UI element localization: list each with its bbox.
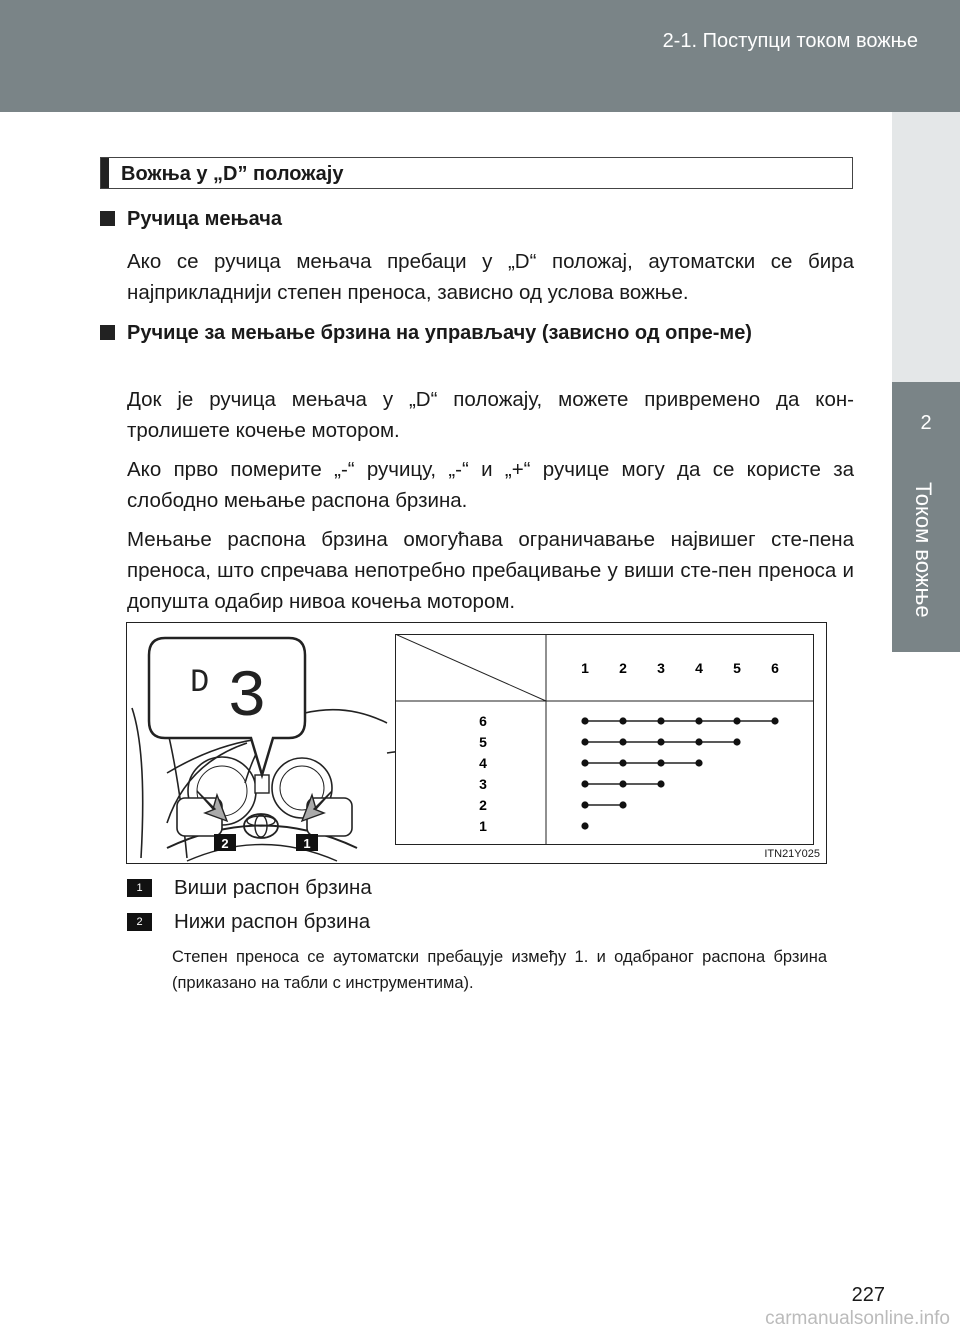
heading-shift-lever <box>100 204 860 234</box>
section-title: Вожња у „D” положају <box>121 163 344 185</box>
paragraph: Ако се ручица мењача пребаци у „D“ положај, аутоматски се бира најприкладнији степен преноса, зависно од услова вожње. <box>127 250 854 304</box>
table-row-header: 6 <box>479 713 487 729</box>
header-bar <box>0 0 960 112</box>
display-gear-digit: 3 <box>227 660 267 735</box>
square-bullet-icon <box>100 211 115 226</box>
table-row-header: 2 <box>479 797 487 813</box>
range-dot <box>581 717 588 724</box>
side-tab-spacer <box>892 112 960 382</box>
display-gear-letter: D <box>190 664 210 701</box>
table-row-header: 4 <box>479 755 487 771</box>
paragraph: Ако прво померите „-“ ручицу, „-“ и „+“ ручице могу да се користе за слободно мењање распона брзина. <box>127 458 854 512</box>
range-dot <box>733 738 740 745</box>
range-dot <box>581 822 588 829</box>
section-bar <box>101 158 109 188</box>
legend-text: Виши распон брзина <box>174 876 372 899</box>
range-dot <box>619 738 626 745</box>
range-dot <box>581 801 588 808</box>
section-title-box <box>100 157 853 189</box>
table-row-header: 5 <box>479 734 487 750</box>
range-dot <box>619 801 626 808</box>
paragraph: Док је ручица мењача у „D“ положају, можете привремено да кон-тролишете кочење мотором. <box>127 388 854 442</box>
table-column-header: 3 <box>657 660 665 676</box>
chapter-label: Током вожње <box>911 482 936 618</box>
square-bullet-icon <box>100 325 115 340</box>
range-dot <box>581 780 588 787</box>
table-column-header: 4 <box>695 660 703 676</box>
legend-text: Нижи распон брзина <box>174 910 371 933</box>
range-dot <box>581 759 588 766</box>
watermark: carmanualsonline.info <box>765 1308 950 1329</box>
range-dot <box>581 738 588 745</box>
note-text: Степен преноса се аутоматски пребацује између 1. и одабраног распона брзина (приказано на табли с инструментима). <box>172 948 827 992</box>
page-number: 227 <box>851 1284 885 1306</box>
range-dot <box>619 780 626 787</box>
range-dot <box>733 717 740 724</box>
range-dot <box>619 759 626 766</box>
table-column-header: 6 <box>771 660 779 676</box>
callout-2-label: 2 <box>221 836 229 851</box>
heading-text: Ручице за мењање брзина на управљачу (зависно од опре-ме) <box>127 322 752 344</box>
table-column-header: 5 <box>733 660 741 676</box>
figure-gear-range <box>126 622 827 864</box>
range-dot <box>657 717 664 724</box>
range-dot <box>619 717 626 724</box>
legend-number-icon: 1 <box>127 879 152 897</box>
table-column-header: 1 <box>581 660 589 676</box>
range-dot <box>771 717 778 724</box>
paragraph: Мењање распона брзина омогућава ограничавање највишег сте-пена преноса, што спречава непотребно пребацивање у виши сте-пен преноса и допушта одабир нивоа кочења мотором. <box>127 528 854 613</box>
callout-1-label: 1 <box>303 836 311 851</box>
chapter-number: 2 <box>920 412 932 434</box>
range-dot <box>695 759 702 766</box>
chapter-side-tab[interactable] <box>892 382 960 652</box>
heading-paddle-shifters <box>100 318 867 348</box>
range-dot <box>695 738 702 745</box>
range-dot <box>657 780 664 787</box>
figure-code: ITN21Y025 <box>764 848 820 860</box>
table-column-header: 2 <box>619 660 627 676</box>
gear-range-table <box>395 634 815 846</box>
range-dot <box>695 717 702 724</box>
range-dot <box>657 738 664 745</box>
range-dot <box>657 759 664 766</box>
table-row-header: 1 <box>479 818 487 834</box>
heading-text: Ручица мењача <box>127 208 282 230</box>
chapter-title: 2-1. Поступци током вожње <box>662 30 918 52</box>
legend-number-icon: 2 <box>127 913 152 931</box>
table-row-header: 3 <box>479 776 487 792</box>
